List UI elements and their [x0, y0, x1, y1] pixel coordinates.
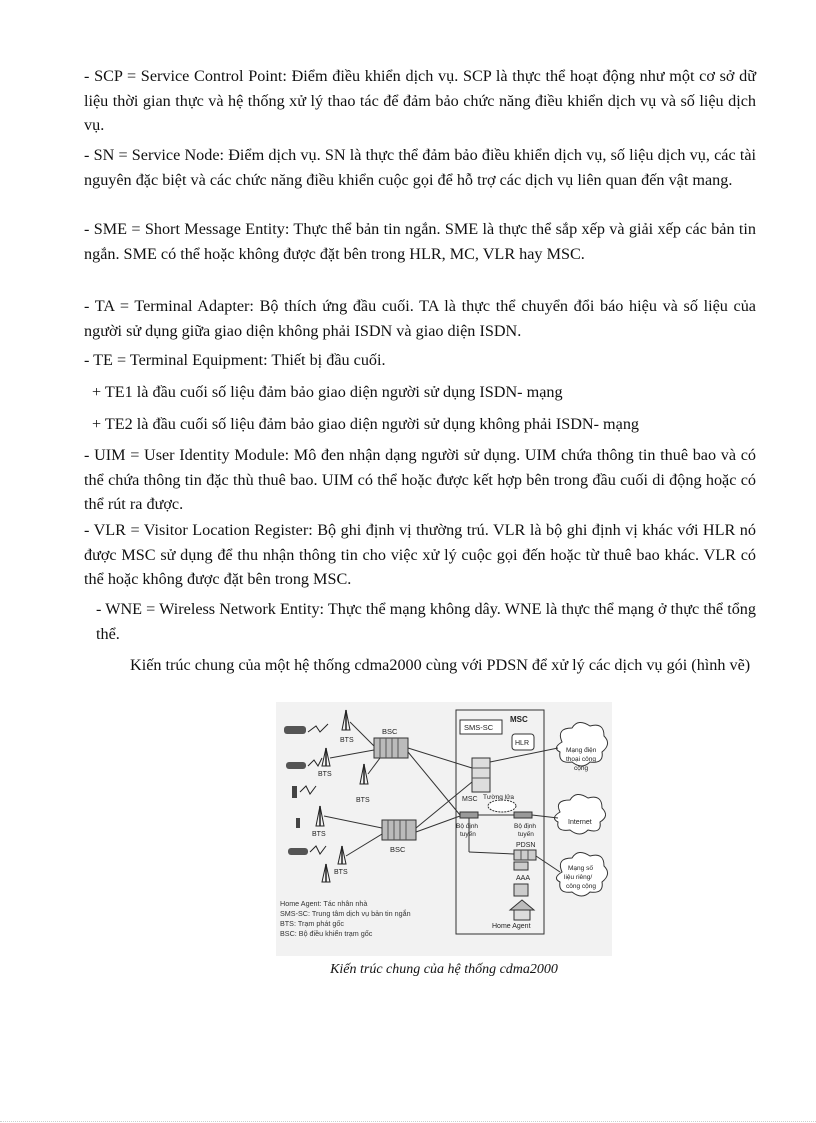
bts-label-2: BTS	[318, 771, 332, 778]
data-network-label-1: Mạng số	[568, 865, 593, 872]
list-item-te2: + TE2 là đầu cuối số liệu đảm bảo giao diện người sử dụng không phải ISDN- mạng	[92, 415, 640, 433]
router-left-label-1: Bộ định	[456, 823, 479, 830]
bsc-bottom-label: BSC	[390, 845, 406, 854]
msc-title: MSC	[510, 715, 528, 724]
architecture-diagram	[276, 702, 612, 956]
phone-icon-1	[292, 786, 297, 798]
pdsn-label: PDSN	[516, 842, 536, 849]
paragraph-uim: - UIM = User Identity Module: Mô đen nhận dạng người sử dụng. UIM chứa thông tin thuê bao và có thể chứa thông tin đặc thù thuê bao. UIM có thể hoặc được kết hợp bên trong đầu cuối di động hoặc có thể rút ra được.	[84, 446, 756, 513]
car-icon-3	[288, 848, 308, 855]
aaa-server	[514, 862, 528, 870]
paragraph-sme: - SME = Short Message Entity: Thực thể bản tin ngắn. SME là thực thể sắp xếp và giải xếp các bản tin ngắn. SME có thể hoặc không được đặt bên trong HLR, MC, VLR hay MSC.	[84, 220, 756, 263]
firewall-shape	[488, 800, 516, 812]
car-icon-1	[284, 726, 306, 734]
paragraph-vlr: - VLR = Visitor Location Register: Bộ ghi định vị thường trú. VLR là bộ ghi định vị khác với HLR nó được MSC sử dụng để thu nhận thông tin cho việc xử lý cuộc gọi đến hoặc từ thuê bao khác. VLR có thể hoặc không được đặt bên trong MSC.	[84, 521, 756, 588]
paragraph-intro: Kiến trúc chung của một hệ thống cdma2000 cùng với PDSN để xử lý các dịch vụ gói (hình vẽ)	[130, 656, 751, 674]
bts-label-5: BTS	[334, 869, 348, 876]
aaa-label: AAA	[516, 875, 531, 882]
phone-icon-2	[296, 818, 300, 828]
car-icon-2	[286, 762, 306, 769]
hlr-label: HLR	[515, 740, 530, 747]
pdsn-server	[514, 850, 536, 860]
router-left-label-2: tuyến	[460, 831, 476, 838]
bts-label-1: BTS	[340, 737, 354, 744]
paragraph-wne: - WNE = Wireless Network Entity: Thực thể mạng không dây. WNE là thực thể mạng ở thực thể tổng thể.	[96, 600, 756, 643]
router-right-label-1: Bộ định	[514, 823, 537, 830]
legend-line-1: Home Agent: Tác nhân nhà	[280, 899, 368, 908]
cdma2000-architecture-figure	[276, 702, 612, 956]
bsc-top	[374, 738, 408, 758]
pstn-label-1: Mạng điện	[566, 747, 597, 754]
firewall-label: Tường lửa	[483, 794, 515, 801]
router-left	[460, 812, 478, 818]
internet-label: Internet	[568, 819, 592, 826]
list-item-te1: + TE1 là đầu cuối số liệu đảm bảo giao diện người sử dụng ISDN- mạng	[92, 383, 563, 401]
msc-switch	[472, 758, 490, 792]
bts-label-3: BTS	[356, 797, 370, 804]
msc-label: MSC	[462, 796, 478, 803]
page-bottom-rule	[0, 1121, 816, 1122]
aaa-box	[514, 884, 528, 896]
pstn-label-3: cộng	[574, 765, 589, 772]
legend-line-2: SMS-SC: Trung tâm dịch vụ bản tin ngắn	[280, 909, 411, 918]
bsc-top-label: BSC	[382, 727, 398, 736]
router-right-label-2: tuyến	[518, 831, 534, 838]
pstn-label-2: thoại công	[566, 756, 596, 763]
bsc-bottom	[382, 820, 416, 840]
paragraph-scp: - SCP = Service Control Point: Điểm điều khiển dịch vụ. SCP là thực thể hoạt động như một cơ sở dữ liệu thời gian thực và hệ thống xử lý thao tác để đảm bảo chức năng điều khiển dịch vụ và số liệu dịch vụ.	[84, 67, 756, 134]
legend-line-3: BTS: Trạm phát gốc	[280, 919, 344, 928]
home-agent-label: Home Agent	[492, 923, 531, 930]
home-agent-house	[514, 910, 530, 920]
data-network-label-3: công cộng	[566, 883, 596, 890]
figure-caption: Kiến trúc chung của hệ thống cdma2000	[330, 962, 558, 977]
sms-sc-label: SMS-SC	[464, 723, 494, 732]
legend-line-4: BSC: Bộ điều khiển trạm gốc	[280, 929, 373, 938]
router-right	[514, 812, 532, 818]
data-network-label-2: liệu riêng/	[564, 874, 593, 881]
bts-label-4: BTS	[312, 831, 326, 838]
paragraph-sn: - SN = Service Node: Điểm dịch vụ. SN là thực thể đảm bảo điều khiển dịch vụ, số liệu dịch vụ, các tài nguyên đặc biệt và các chức năng điều khiển cuộc gọi để hỗ trợ các dịch vụ liên quan đến vật mang.	[84, 146, 756, 189]
paragraph-te: - TE = Terminal Equipment: Thiết bị đầu cuối.	[84, 351, 386, 369]
paragraph-ta: - TA = Terminal Adapter: Bộ thích ứng đầu cuối. TA là thực thể chuyển đổi báo hiệu và số liệu của người sử dụng giữa giao diện không phải ISDN và giao diện ISDN.	[84, 297, 756, 340]
